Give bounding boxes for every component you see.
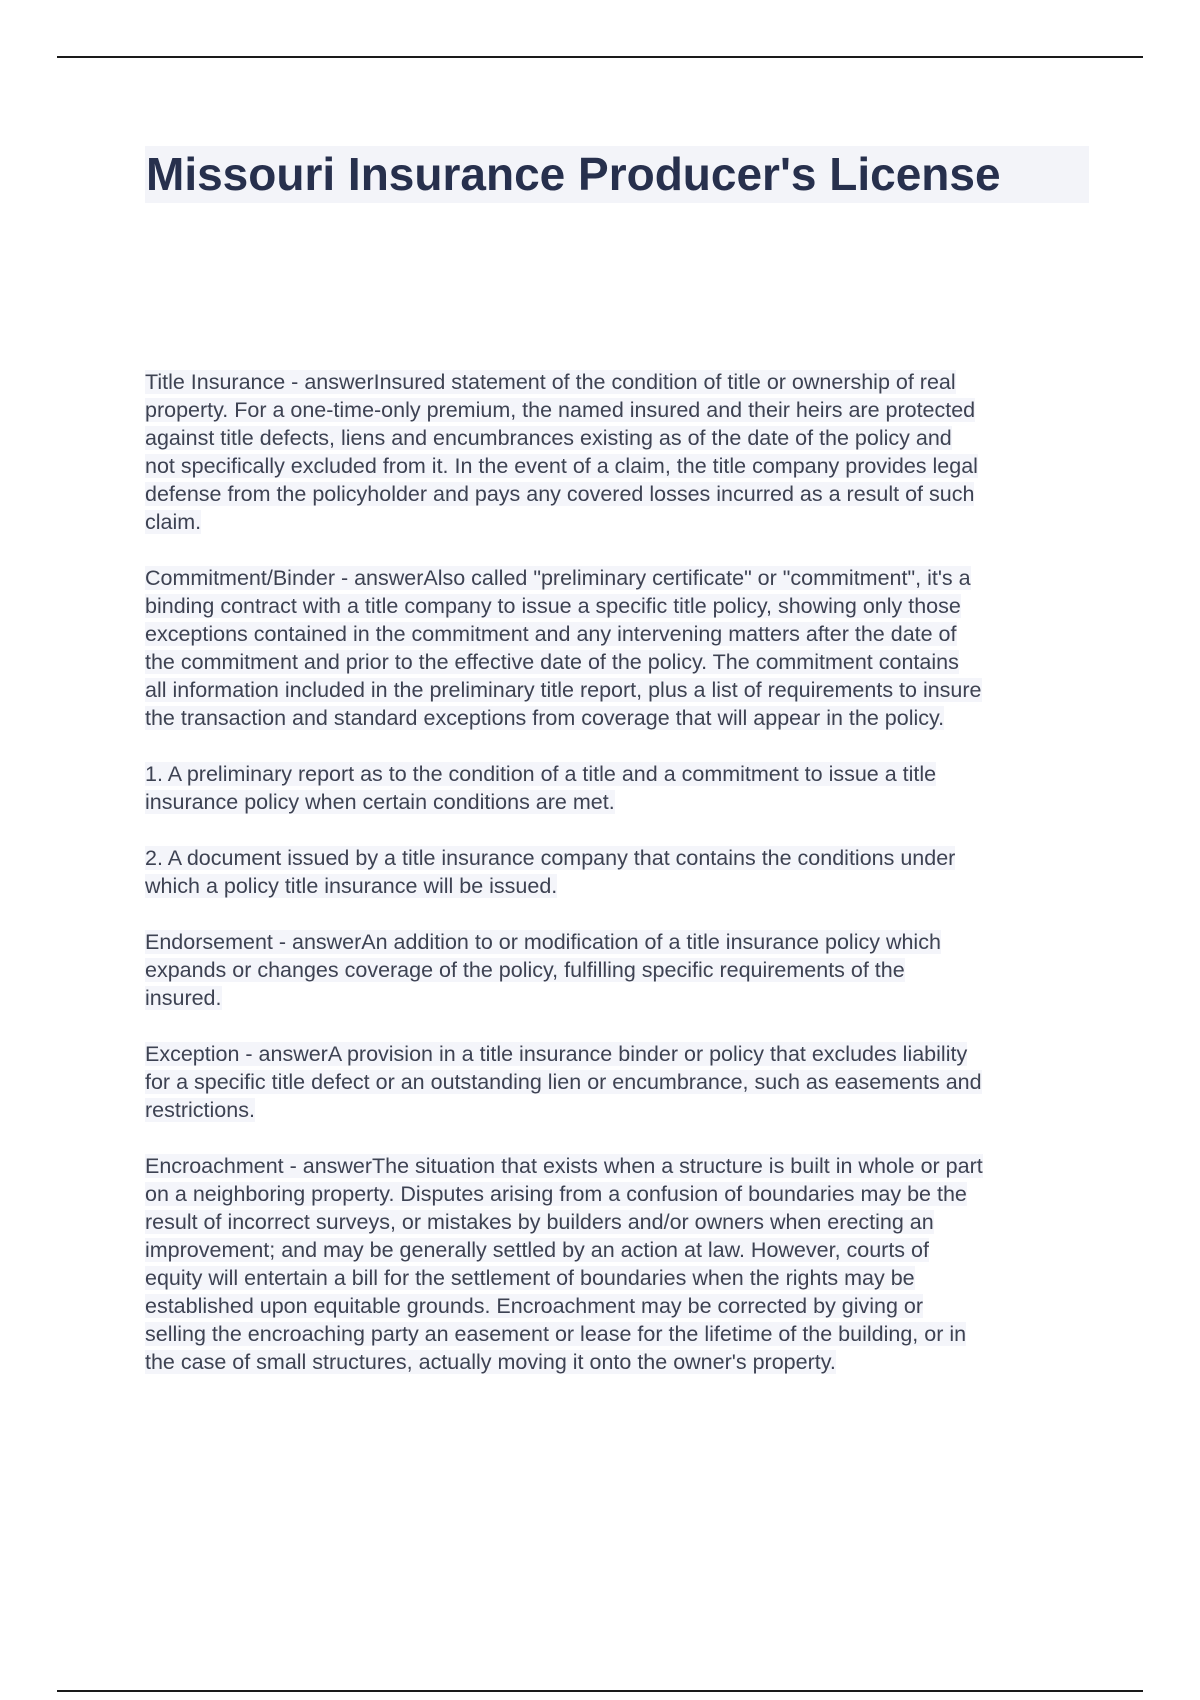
text-line: the commitment and prior to the effective date of the policy. The commitment contains	[145, 650, 959, 674]
text-line: restrictions.	[145, 1098, 255, 1122]
text-line: Commitment/Binder - answerAlso called "preliminary certificate" or "commitment", it's a	[145, 566, 971, 590]
text-line: 1. A preliminary report as to the condition of a title and a commitment to issue a title	[145, 762, 937, 786]
text-line: binding contract with a title company to issue a specific title policy, showing only those	[145, 594, 961, 618]
text-line: selling the encroaching party an easement or lease for the lifetime of the building, or in	[145, 1322, 967, 1346]
text-line: result of incorrect surveys, or mistakes by builders and/or owners when erecting an	[145, 1210, 934, 1234]
text-line: Endorsement - answerAn addition to or modification of a title insurance policy which	[145, 930, 941, 954]
paragraph-title-insurance	[145, 368, 1095, 536]
text-line: insured.	[145, 986, 222, 1010]
text-line: which a policy title insurance will be issued.	[145, 874, 558, 898]
text-line: claim.	[145, 510, 202, 534]
paragraph-commitment-binder	[145, 564, 1095, 732]
document-body	[145, 368, 1095, 1404]
text-line: for a specific title defect or an outstanding lien or encumbrance, such as easements and	[145, 1070, 982, 1094]
text-line: property. For a one-time-only premium, the named insured and their heirs are protected	[145, 398, 976, 422]
paragraph-encroachment	[145, 1152, 1095, 1376]
text-line: Encroachment - answerThe situation that exists when a structure is built in whole or part	[145, 1154, 983, 1178]
text-line: established upon equitable grounds. Encroachment may be corrected by giving or	[145, 1294, 924, 1318]
text-line: Title Insurance - answerInsured statement of the condition of title or ownership of real	[145, 370, 956, 394]
text-line: defense from the policyholder and pays any covered losses incurred as a result of such	[145, 482, 975, 506]
paragraph-numbered-2	[145, 844, 1095, 900]
text-line: equity will entertain a bill for the settlement of boundaries when the rights may be	[145, 1266, 915, 1290]
text-line: the case of small structures, actually moving it onto the owner's property.	[145, 1350, 836, 1374]
paragraph-endorsement	[145, 928, 1095, 1012]
text-line: all information included in the preliminary title report, plus a list of requirements to insure	[145, 678, 982, 702]
text-line: against title defects, liens and encumbrances existing as of the date of the policy and	[145, 426, 952, 450]
text-line: the transaction and standard exceptions from coverage that will appear in the policy.	[145, 706, 945, 730]
text-line: insurance policy when certain conditions are met.	[145, 790, 615, 814]
page-title: Missouri Insurance Producer's License	[146, 148, 1001, 200]
top-divider	[57, 56, 1143, 58]
text-line: improvement; and may be generally settled by an action at law. However, courts of	[145, 1238, 929, 1262]
text-line: not specifically excluded from it. In the event of a claim, the title company provides legal	[145, 454, 978, 478]
text-line: 2. A document issued by a title insurance company that contains the conditions under	[145, 846, 956, 870]
text-line: Exception - answerA provision in a title insurance binder or policy that excludes liability	[145, 1042, 968, 1066]
text-line: on a neighboring property. Disputes arising from a confusion of boundaries may be the	[145, 1182, 967, 1206]
bottom-divider	[57, 1690, 1143, 1692]
paragraph-exception	[145, 1040, 1095, 1124]
text-line: expands or changes coverage of the policy, fulfilling specific requirements of the	[145, 958, 905, 982]
text-line: exceptions contained in the commitment and any intervening matters after the date of	[145, 622, 957, 646]
title-block	[145, 146, 1089, 203]
paragraph-numbered-1	[145, 760, 1095, 816]
